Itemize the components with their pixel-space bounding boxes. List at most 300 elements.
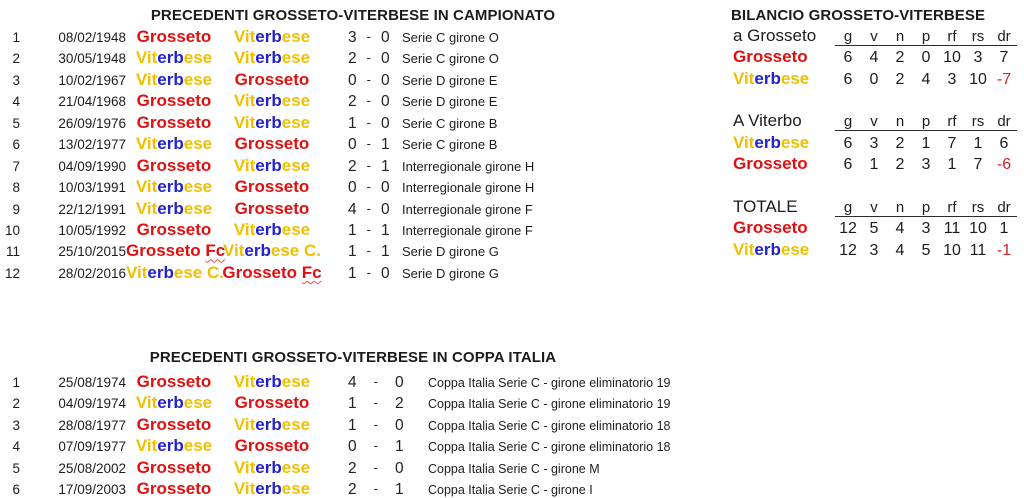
team-part: ese (281, 457, 311, 477)
team-viterbese (136, 177, 212, 196)
stat-value: -1 (996, 241, 1012, 259)
away-score: 1 (380, 157, 390, 175)
bilancio-tables (731, 26, 1019, 261)
campionato-table (0, 27, 706, 284)
away-team-cell (222, 113, 322, 133)
home-team-cell (126, 113, 222, 133)
away-team-cell (222, 220, 322, 240)
stat-value: 3 (921, 156, 931, 174)
coppa-table (0, 372, 706, 498)
competition-name: Interregionale girone H (402, 158, 535, 174)
match-date: 22/12/1991 (58, 201, 126, 217)
away-score: 0 (380, 71, 390, 89)
match-row (0, 113, 706, 134)
stat-value: 1 (947, 156, 957, 174)
match-date: 04/09/1990 (58, 158, 126, 174)
team-part: ese (281, 414, 311, 434)
match-row (0, 48, 706, 69)
match-number: 4 (12, 94, 20, 110)
match-score (322, 158, 400, 176)
away-team-cell (222, 48, 322, 68)
score-dash: - (366, 157, 371, 173)
score-dash: - (373, 459, 378, 475)
team-part: Grosseto (733, 154, 808, 174)
match-date: 17/09/2003 (58, 482, 126, 498)
score-dash: - (366, 243, 371, 259)
home-score: 0 (348, 438, 357, 456)
match-row (0, 241, 706, 262)
stat-team-name (731, 218, 835, 238)
away-score: 0 (380, 179, 390, 197)
away-score: 2 (394, 395, 404, 413)
away-score: 0 (380, 29, 390, 46)
stat-value: 5 (921, 241, 931, 259)
match-score (322, 72, 400, 90)
team-grosseto (137, 156, 212, 175)
competition-name: Serie C girone O (402, 30, 499, 45)
match-number: 6 (12, 137, 20, 153)
team-part: erb (244, 241, 271, 261)
score-dash: - (366, 264, 371, 280)
team-grosseto (137, 220, 212, 239)
team-viterbese (234, 91, 310, 110)
team-grosseto (733, 154, 808, 173)
coppa-section (0, 347, 706, 498)
competition-name: Coppa Italia Serie C - girone M (428, 461, 600, 476)
match-row (0, 156, 706, 177)
stat-section-label: A Viterbo (733, 111, 802, 131)
stat-value: 0 (921, 49, 931, 67)
match-number: 2 (12, 51, 20, 67)
team-part: Vit (233, 27, 256, 46)
team-viterbese (136, 393, 212, 412)
team-part: ese (183, 48, 213, 68)
stat-value: 3 (869, 241, 879, 259)
team-part: Grosseto (234, 69, 310, 89)
competition-name: Coppa Italia Serie C - girone eliminatorio 19 (428, 397, 671, 412)
team-part: ese (281, 112, 311, 132)
away-team-cell (222, 241, 322, 261)
team-viterbese (136, 436, 212, 455)
team-part: Grosseto (234, 198, 310, 218)
team-part: Vit (135, 48, 158, 68)
match-date: 26/09/1976 (58, 115, 126, 131)
match-row (0, 177, 706, 198)
team-viterbese (733, 133, 809, 152)
team-viterbese (234, 479, 310, 498)
away-team-cell (222, 415, 322, 435)
team-part: Vit (135, 198, 158, 218)
team-part: Vit (135, 177, 158, 197)
match-number: 1 (12, 30, 20, 45)
match-score (322, 374, 420, 392)
match-score (322, 481, 420, 498)
match-number: 9 (12, 201, 20, 217)
team-part: Vit (233, 91, 256, 111)
home-score: 0 (348, 136, 357, 154)
team-part: ese (183, 393, 213, 413)
team-part: ese (183, 69, 213, 89)
team-part: erb (255, 219, 282, 239)
team-part: Vit (233, 479, 256, 498)
match-number: 2 (12, 396, 20, 412)
stat-value: 11 (969, 241, 987, 259)
stat-header-cell: n (887, 199, 913, 217)
home-team-cell (126, 91, 222, 111)
team-part: Vit (233, 112, 256, 132)
team-part: ese (281, 219, 311, 239)
score-dash: - (373, 374, 378, 389)
team-part: erb (157, 134, 184, 154)
team-viterbese (234, 220, 310, 239)
away-team-cell (222, 458, 322, 478)
stat-section-label: TOTALE (733, 196, 798, 216)
team-viterbese (234, 458, 310, 477)
score-dash: - (373, 416, 378, 432)
home-team-cell (126, 372, 222, 392)
stat-value: 6 (843, 134, 853, 152)
team-part: erb (255, 155, 282, 175)
stat-team-name (731, 240, 835, 260)
stat-value: 1 (973, 134, 983, 152)
team-part: Grosseto (136, 372, 212, 391)
team-part: Grosseto (136, 155, 212, 175)
team-part: ese (281, 372, 311, 391)
stat-team-name (731, 154, 835, 174)
team-part: Grosseto (136, 112, 212, 132)
home-team-cell (126, 263, 222, 283)
away-score: 0 (394, 374, 404, 391)
competition-name: Interregionale girone H (402, 180, 535, 196)
away-team-cell (222, 263, 322, 283)
match-row (0, 372, 706, 393)
team-part: Vit (223, 241, 245, 261)
match-score (322, 115, 400, 133)
team-grosseto (137, 113, 212, 132)
match-date: 13/02/1977 (58, 137, 126, 153)
score-dash: - (366, 136, 371, 152)
team-part: ese (183, 436, 213, 456)
team-part: Grosseto (234, 177, 310, 197)
team-part: erb (157, 69, 184, 89)
match-date: 21/04/1968 (58, 94, 126, 110)
stat-header-row (731, 111, 1019, 132)
stat-value: 4 (921, 70, 931, 88)
stat-value: -6 (996, 156, 1012, 174)
stat-header-cell: dr (991, 113, 1017, 131)
away-score: 1 (380, 136, 390, 154)
stat-value: 2 (895, 156, 905, 174)
stat-section (731, 111, 1019, 175)
match-number: 5 (12, 115, 20, 131)
team-part: Grosseto (733, 218, 808, 238)
team-part: Vit (135, 134, 158, 154)
match-row (0, 134, 706, 155)
team-viterbese (234, 415, 310, 434)
match-score (322, 50, 400, 68)
competition-name: Serie D girone G (402, 244, 499, 260)
match-row (0, 220, 706, 241)
team-grosseto (733, 47, 808, 66)
team-part: Vit (733, 132, 755, 152)
home-score: 0 (348, 179, 357, 197)
score-dash: - (373, 438, 378, 454)
campionato-title: PRECEDENTI GROSSETO-VITERBESE IN CAMPIONATO (150, 7, 556, 24)
score-dash: - (366, 29, 371, 44)
home-team-cell (126, 415, 222, 435)
team-part: Grosseto (136, 91, 212, 111)
match-score (322, 222, 400, 240)
team-part: erb (147, 262, 174, 282)
team-part: erb (255, 91, 282, 111)
match-row (0, 70, 706, 91)
team-part: Grosseto (136, 414, 212, 434)
stat-header-row (731, 197, 1019, 218)
stat-value: 3 (973, 49, 983, 67)
match-score (322, 201, 400, 219)
team-viterbese (733, 69, 809, 88)
home-team-cell (126, 177, 222, 197)
match-number: 5 (12, 460, 20, 476)
match-score (322, 243, 400, 261)
team-part: Vit (135, 393, 158, 413)
stat-header-cell: p (913, 199, 939, 217)
team-part: ese (281, 91, 311, 111)
home-score: 4 (348, 374, 357, 391)
team-part: Grosseto (234, 436, 310, 456)
stat-value: 6 (999, 134, 1009, 152)
home-team-cell (126, 436, 222, 456)
home-score: 2 (348, 459, 357, 477)
team-part: Grosseto (234, 134, 310, 154)
team-part: ese C. (270, 241, 321, 261)
team-part: Grosseto (733, 47, 808, 67)
team-viterbese (234, 27, 310, 46)
team-part: erb (255, 414, 282, 434)
away-team-cell (222, 156, 322, 176)
match-date: 25/10/2015 (58, 244, 126, 260)
team-grosseto (137, 27, 212, 46)
stat-value: 0 (869, 70, 879, 88)
stat-value: 2 (895, 70, 905, 88)
team-viterbese (234, 113, 310, 132)
team-viterbese-c- (126, 263, 224, 282)
stat-value: 10 (943, 49, 961, 67)
stat-header-cell: rf (939, 199, 965, 217)
team-part: ese (281, 479, 311, 498)
team-part: erb (255, 48, 282, 68)
team-part: Vit (233, 414, 256, 434)
team-grosseto (235, 393, 310, 412)
stat-header-cell: g (835, 28, 861, 46)
match-score (322, 438, 420, 456)
home-team-cell (126, 241, 226, 261)
away-score: 0 (380, 93, 390, 111)
team-grosseto (235, 70, 310, 89)
score-dash: - (373, 481, 378, 497)
match-date: 28/08/1977 (58, 417, 126, 433)
match-row (0, 27, 706, 48)
stat-team-name (731, 69, 835, 89)
team-part: Grosseto (222, 262, 298, 282)
stat-header-cell: dr (991, 199, 1017, 217)
away-score: 1 (380, 243, 390, 261)
score-dash: - (366, 221, 371, 237)
team-grosseto (733, 218, 808, 237)
competition-name: Interregionale girone F (402, 222, 533, 238)
competition-name: Serie D girone E (402, 94, 498, 110)
home-team-cell (126, 48, 222, 68)
team-part: erb (754, 239, 781, 259)
stat-value: 10 (943, 241, 961, 259)
away-team-cell (222, 199, 322, 219)
stat-header-cell: dr (991, 28, 1017, 46)
away-score: 0 (394, 416, 404, 434)
away-score: 1 (380, 221, 390, 239)
team-grosseto-fc (222, 263, 321, 282)
team-part: erb (255, 372, 282, 391)
team-part: ese (780, 132, 810, 152)
stat-header-cell: rf (939, 113, 965, 131)
stat-team-row (731, 218, 1019, 239)
away-team-cell (222, 372, 322, 392)
team-grosseto (235, 134, 310, 153)
away-score: 0 (394, 459, 404, 477)
away-score: 0 (380, 50, 390, 68)
home-team-cell (126, 479, 222, 498)
team-viterbese (136, 70, 212, 89)
stat-header-cell: p (913, 113, 939, 131)
team-viterbese (136, 134, 212, 153)
team-part: ese (183, 177, 213, 197)
match-score (322, 265, 400, 283)
team-part: erb (255, 112, 282, 132)
match-score (322, 460, 420, 478)
team-viterbese (733, 240, 809, 259)
stat-value: 5 (869, 220, 879, 238)
home-team-cell (126, 220, 222, 240)
competition-name: Interregionale girone F (402, 201, 533, 217)
stat-header-cell: g (835, 113, 861, 131)
match-number: 11 (5, 244, 20, 260)
away-score: 1 (394, 438, 404, 456)
match-row (0, 458, 706, 479)
away-score: 0 (380, 114, 390, 132)
stat-value: 6 (843, 49, 853, 67)
away-score: 1 (394, 481, 404, 498)
match-date: 07/09/1977 (58, 439, 126, 455)
competition-name: Coppa Italia Serie C - girone eliminatorio 18 (428, 418, 671, 433)
away-team-cell (222, 70, 322, 90)
stat-value: 12 (839, 241, 857, 259)
match-row (0, 263, 706, 284)
match-number: 6 (12, 482, 20, 498)
team-part: ese (281, 48, 311, 68)
team-part: erb (754, 68, 781, 88)
stat-value: 4 (869, 49, 879, 67)
match-date: 28/02/2016 (58, 265, 126, 281)
match-row (0, 199, 706, 220)
home-score: 1 (348, 395, 357, 413)
stat-value: 4 (895, 241, 905, 259)
home-team-cell (126, 70, 222, 90)
stat-header-cell: v (861, 28, 887, 46)
home-score: 3 (348, 29, 357, 46)
team-part: Grosseto (126, 241, 201, 261)
home-score: 2 (348, 481, 357, 498)
stat-value: 1 (869, 156, 879, 174)
competition-name: Serie C girone B (402, 115, 498, 131)
stat-value: 7 (999, 49, 1009, 67)
stat-header-cell: rs (965, 28, 991, 46)
match-date: 04/09/1974 (58, 396, 126, 412)
stat-value: 7 (973, 156, 983, 174)
away-team-cell (222, 436, 322, 456)
team-viterbese-c- (223, 241, 321, 260)
team-grosseto (235, 436, 310, 455)
stat-value: 7 (947, 134, 957, 152)
stat-value: 1 (921, 134, 931, 152)
score-dash: - (373, 395, 378, 411)
stat-team-row (731, 133, 1019, 154)
match-row (0, 91, 706, 112)
score-dash: - (366, 50, 371, 66)
team-suffix: Fc (301, 262, 322, 282)
team-grosseto (137, 372, 212, 391)
team-part: Vit (233, 48, 256, 68)
home-score: 1 (348, 416, 357, 434)
stat-header-cell: rs (965, 199, 991, 217)
stat-team-row (731, 240, 1019, 261)
stat-header-cell: v (861, 113, 887, 131)
match-row (0, 479, 706, 498)
stat-value: 3 (921, 220, 931, 238)
match-number: 3 (12, 417, 20, 433)
competition-name: Coppa Italia Serie C - girone eliminatorio 19 (428, 376, 671, 390)
team-grosseto (235, 199, 310, 218)
home-team-cell (126, 199, 222, 219)
match-date: 25/08/1974 (58, 375, 126, 390)
score-dash: - (366, 93, 371, 109)
competition-name: Serie D girone E (402, 72, 498, 88)
team-part: Grosseto (136, 27, 212, 46)
home-team-cell (126, 458, 222, 478)
team-part: erb (255, 457, 282, 477)
stat-header-cell: rf (939, 28, 965, 46)
team-part: Grosseto (234, 393, 310, 413)
away-team-cell (222, 177, 322, 197)
team-part: Grosseto (136, 219, 212, 239)
stat-value: 10 (969, 220, 987, 238)
team-grosseto-fc (126, 241, 225, 260)
match-number: 8 (12, 180, 20, 196)
stat-value: 1 (999, 220, 1009, 238)
stat-team-name (731, 133, 835, 153)
stat-value: 6 (843, 70, 853, 88)
match-score (322, 93, 400, 111)
home-score: 2 (348, 50, 357, 68)
team-part: Grosseto (136, 479, 212, 498)
team-part: Vit (126, 262, 148, 282)
stat-section (731, 26, 1019, 90)
match-score (322, 179, 400, 197)
match-date: 08/02/1948 (58, 30, 126, 45)
team-grosseto (235, 177, 310, 196)
home-team-cell (126, 134, 222, 154)
team-part: Vit (233, 457, 256, 477)
stat-team-row (731, 47, 1019, 68)
team-part: Vit (233, 372, 256, 391)
